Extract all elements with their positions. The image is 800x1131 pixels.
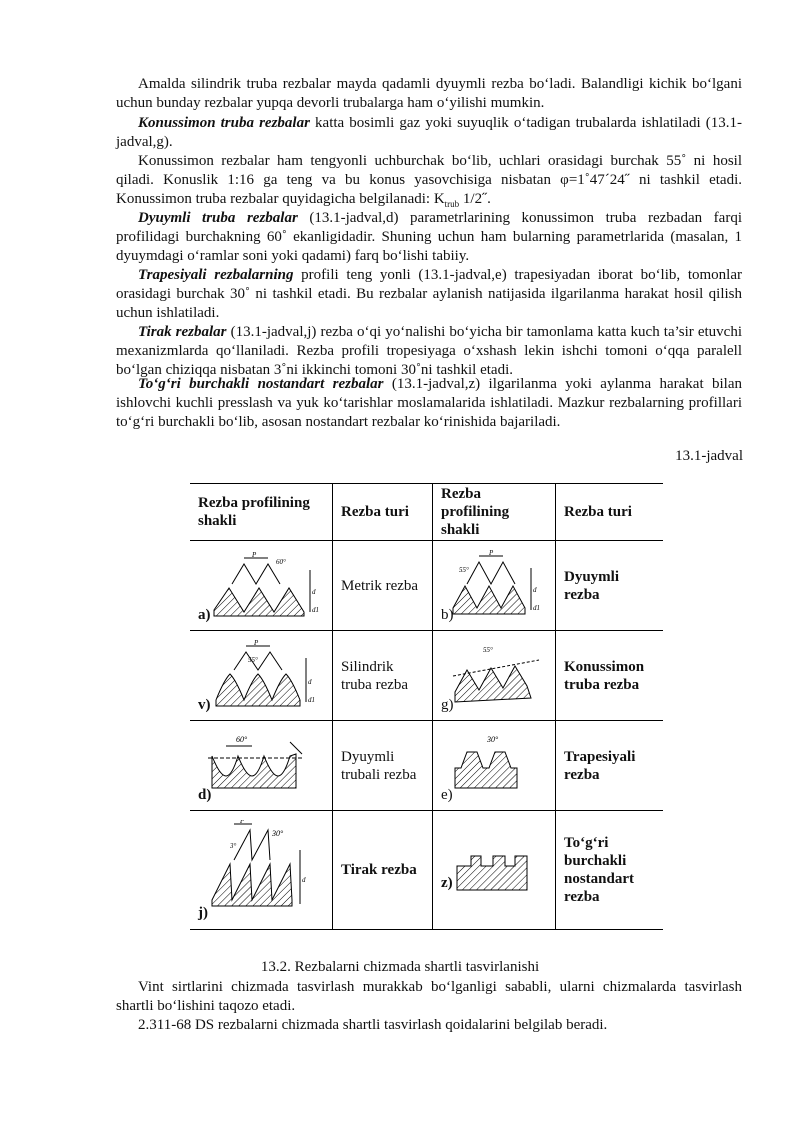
fig-label-z: z) [441,875,453,891]
header-type-1: Rezba turi [333,484,433,541]
paragraph-4 [116,209,742,267]
inch-thread-figure [447,550,547,622]
type-cell-dyuymli-trubali [333,721,433,811]
type-name-dyuymli-trubali: Dyuymli trubali rezba [341,748,417,783]
trapezoidal-thread-figure [447,730,547,802]
term-trapesiyali: Trapesiyali rezbalarning [138,267,294,283]
fig-label-e: e) [441,786,453,803]
type-cell-metrik [333,541,433,631]
section-title: 13.2. Rezbalarni chizmada shartli tasvirlanishi [260,959,540,975]
fig-label-g: g) [441,696,454,713]
type-name-konussimon: Konussimon truba rezba [564,658,645,693]
table-row [190,631,663,721]
profile-cell-z [433,811,556,930]
fig-label-a: a) [198,606,211,623]
term-tirak: Tirak rezbalar [138,324,227,340]
term-togri-burchakli: To‘g‘ri burchakli nostandart rezbalar [138,376,384,392]
fig-e-label-angle: 30° [487,734,499,744]
paragraph-4-text: (13.1-jadval,d) parametrlarining konussimon truba rezbadan farqi profilidagi burchakning 60˚ ekanligidadir. Shuning uchun ham bularning parametrlarida (masalan, 1 dyuymdagi o‘ramlar soni yoki qadami) farq bo‘lishi tabiiy. [116,210,742,265]
paragraph-8 [116,978,742,1016]
paragraph-9-text: 2.311-68 DS rezbalarni chizmada shartli tasvirlash qoidalarini belgilab beradi. [138,1017,608,1033]
fig-v-label-p: P [254,639,259,647]
paragraph-5 [116,266,742,324]
header-profile-1: Rezba profilining shakli [190,484,333,541]
type-name-silindrik: Silindrik truba rezba [341,658,409,693]
table-caption: 13.1-jadval [675,448,743,464]
table-row [190,541,663,631]
paragraph-7 [116,375,742,433]
fig-a-label-angle: 60° [276,557,286,566]
cylindrical-pipe-thread-figure [204,640,328,712]
paragraph-5-text: profili teng yonli (13.1-jadval,e) trapesiyadan iborat bo‘lib, tomonlar orasidagi burchak 30˚ ni tashkil etadi. Bu rezbalar aylanish natijasida ilgarilanma harakat hosil qilish uchun ishlatiladi. [116,267,742,322]
type-name-metrik: Metrik rezba [341,577,419,594]
fig-b-label-d1: d1 [533,603,540,612]
paragraph-9 [116,1016,742,1035]
fig-label-d: d) [198,786,212,803]
paragraph-8-text: Vint sirtlarini chizmada tasvirlash murakkab bo‘lganligi sababli, ularni chizmalarda tasvirlash shartli bo‘lishini taqozo etadi. [116,979,742,1015]
profile-cell-j [190,811,333,930]
fig-j-label-30deg: 30° [272,829,284,838]
table-header-row [190,484,663,541]
inch-pipe-thread-figure [204,730,328,802]
paragraph-7-text: (13.1-jadval,z) ilgarilanma yoki aylanma harakat bilan ishlovchi kuchli presslash va yuk ko‘tarishlar moslamalarida ishlatiladi. Mazkur rezbalarning profillari to‘g‘ri burchakli bo‘lib, asosan nostandart rezbalar ko‘rinishida bajariladi. [116,376,743,431]
fig-label-b: b) [441,606,454,623]
square-thread-figure [447,820,547,920]
header-profile-2: Rezba profilining shakli [433,484,556,541]
fig-v-label-d: d [308,677,312,686]
type-name-trapesiyali: Trapesiyali rezba [564,748,636,783]
paragraph-3-text: Konussimon rezbalar ham tengyonli uchburchak bo‘lib, uchlari orasidagi burchak 55˚ ni hosil qiladi. Konuslik 1:16 ga teng va bu konus yasovchisiga nisbatan φ=1˚47´24˝ ni tashkil etadi. Konussimon truba rezbalar quyidagicha belgilanadi: K [116,153,742,208]
fig-j-label-3deg: 3° [230,842,237,850]
profile-cell-e [433,721,556,811]
type-cell-silindrik [333,631,433,721]
type-name-dyuymli: Dyuymli rezba [564,568,620,603]
fig-a-label-d: d [312,587,316,596]
fig-v-label-d1: d1 [308,695,315,704]
paragraph-1-text: Amalda silindrik truba rezbalar mayda qadamli dyuymli rezba bo‘ladi. Balandligi kichik bo‘lgani uchun bunday rezbalar yupqa devorli trubalarga ham o‘yilishi mumkin. [116,76,742,112]
type-name-tirak: Tirak rezba [341,862,417,878]
table-row [190,721,663,811]
profile-cell-b [433,541,556,631]
profile-cell-v [190,631,333,721]
fig-b-label-d: d [533,585,537,594]
conical-pipe-thread-figure [447,640,547,712]
metric-thread-figure [204,550,328,622]
type-cell-togri [556,811,664,930]
profile-cell-d [190,721,333,811]
fig-a-label-p: P [252,550,257,559]
type-cell-trapesiyali [556,721,664,811]
buttress-thread-figure [204,820,328,920]
type-cell-konussimon [556,631,664,721]
thread-table [190,483,663,930]
term-dyuymli: Dyuymli truba rezbalar [138,210,298,226]
type-cell-dyuymli [556,541,664,631]
type-cell-tirak [333,811,433,930]
subscript-trub: trub [444,199,460,210]
fig-a-label-d1: d1 [312,605,319,614]
fig-j-label-d: d [302,876,306,884]
fig-j-label-p: P [240,820,245,825]
paragraph-6 [116,323,742,381]
profile-cell-a [190,541,333,631]
paragraph-6-text: (13.1-jadval,j) rezba o‘qi yo‘nalishi bo‘yicha bir tamonlama katta kuch ta’sir etuvchi mexanizmlarda qo‘llaniladi. Rezba profili tropesiyaga o‘xshash lekin ishchi tomoni o‘qqa paralell bo‘lgan chiziqqa nisbatan 3˚ni ikkinchi tomoni 30˚ni tashkil etadi. [116,324,742,379]
fig-d-label-angle: 60° [236,734,248,744]
paragraph-3 [116,152,742,215]
paragraph-1 [116,75,742,113]
type-name-togri: To‘g‘ri burchakli nostandart rezba [564,835,635,905]
fig-v-label-angle: 55° [248,655,258,664]
fig-b-label-p: P [489,549,494,557]
fig-g-label-angle: 55° [483,645,493,654]
paragraph-2-text: katta bosimli gaz yoki suyuqlik o‘tadigan trubalarda ishlatiladi (13.1-jadval,g). [116,115,742,151]
fig-label-v: v) [198,696,211,713]
term-konussimon: Konussimon truba rezbalar [138,115,310,131]
header-type-2: Rezba turi [556,484,664,541]
paragraph-3-end: 1/2˝. [459,191,491,208]
table-row [190,811,663,930]
paragraph-2 [116,114,742,152]
fig-b-label-angle: 55° [459,565,469,574]
profile-cell-g [433,631,556,721]
fig-label-j: j) [198,905,208,921]
